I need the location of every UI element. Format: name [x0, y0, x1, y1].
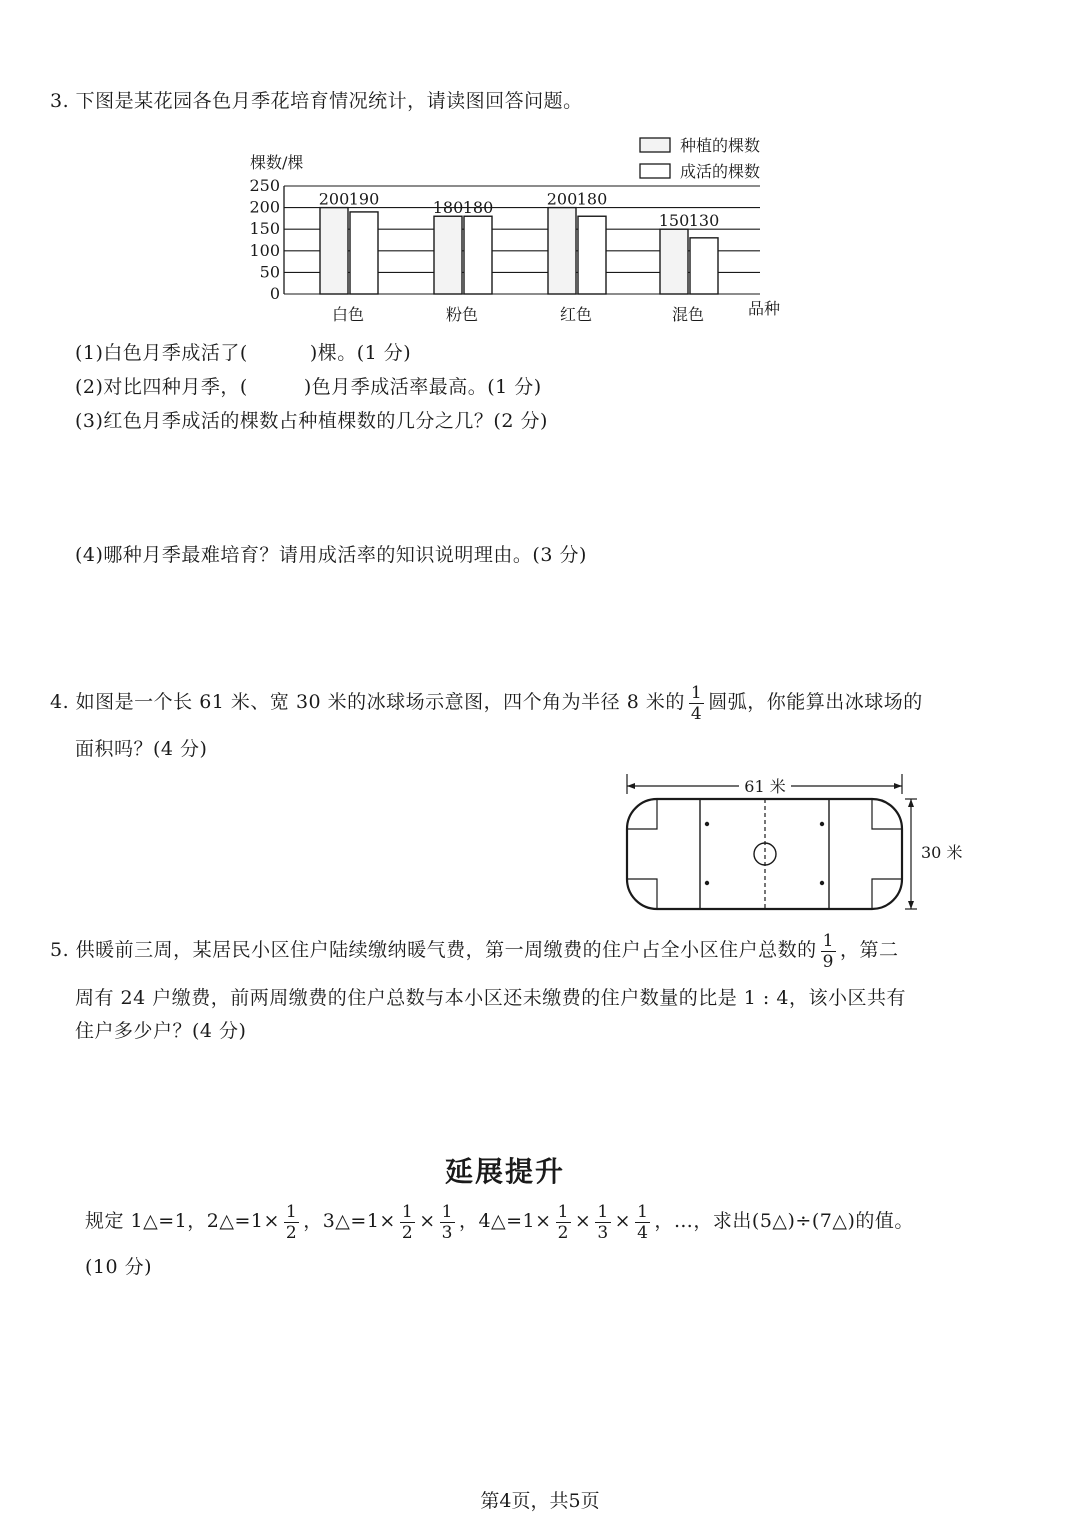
ext-part-4: ，4△=1× — [458, 1210, 552, 1232]
y-tick-label: 200 — [249, 197, 280, 217]
bar-survived — [464, 216, 492, 294]
legend-label: 成活的棵数 — [680, 162, 761, 181]
q4-stem-before: 4. 如图是一个长 61 米、宽 30 米的冰球场示意图，四个角为半径 8 米的 — [50, 691, 685, 713]
ext-frac-1-2 — [284, 1202, 299, 1243]
ext-den: 2 — [285, 1222, 298, 1243]
y-tick-label: 250 — [249, 176, 280, 195]
y-tick-label: 50 — [259, 262, 280, 282]
extension-points: (10 分) — [85, 1256, 153, 1278]
q3-sub2 — [75, 374, 542, 400]
x-category-label: 混色 — [671, 305, 705, 324]
rink-length-label: 61 米 — [744, 777, 786, 796]
ext-part-6: × — [614, 1210, 632, 1232]
extension-title: 延展提升 — [444, 1155, 565, 1188]
ext-frac-1-2 — [400, 1202, 415, 1243]
bar-planted — [548, 208, 576, 294]
x-category-label: 红色 — [559, 305, 593, 324]
ext-frac-1-4 — [635, 1202, 650, 1243]
bar-planted — [320, 208, 348, 294]
ext-num: 1 — [637, 1201, 649, 1222]
ext-den: 2 — [557, 1222, 569, 1243]
bar-survived — [350, 212, 378, 294]
q5-line1 — [50, 924, 899, 976]
bar-survived — [578, 216, 606, 294]
data-label: 150 — [658, 211, 690, 231]
ext-den: 4 — [637, 1222, 649, 1243]
data-label: 200 — [546, 189, 578, 209]
q3-sub1-after: )棵。(1 分) — [309, 342, 412, 364]
legend-label: 种植的棵数 — [680, 136, 761, 155]
q5-frac-den: 9 — [822, 951, 834, 972]
q4-stem — [50, 676, 923, 728]
q3-sub1-before: (1)白色月季成活了( — [75, 342, 248, 364]
y-tick-label: 0 — [269, 284, 280, 303]
rink-width-label: 30 米 — [921, 843, 963, 862]
ext-frac-1-3 — [440, 1202, 455, 1243]
page-footer: 第4页，共5页 — [480, 1490, 600, 1512]
ext-part-5: × — [574, 1210, 592, 1232]
ext-num: 1 — [441, 1201, 453, 1222]
q5-line2: 周有 24 户缴费，前两周缴费的住户总数与本小区还未缴费的住户数量的比是 1 : 4，该小区共有 — [75, 987, 906, 1009]
q3-stem: 3. 下图是某花园各色月季花培育情况统计，请读图回答问题。 — [50, 90, 583, 112]
data-label: 200 — [318, 189, 350, 209]
ext-frac-1-2 — [556, 1202, 571, 1243]
q4-fraction — [689, 683, 704, 724]
legend-swatch — [640, 164, 670, 178]
y-tick-label: 100 — [249, 240, 280, 260]
x-category-label: 粉色 — [445, 305, 479, 324]
q5-line1-before: 5. 供暖前三周，某居民小区住户陆续缴纳暖气费，第一周缴费的住户占全小区住户总数的 — [50, 939, 817, 961]
q3-sub4: (4)哪种月季最难培育？请用成活率的知识说明理由。(3 分) — [75, 544, 587, 566]
extension-problem — [85, 1194, 914, 1248]
q4-stem-after: 圆弧，你能算出冰球场的 — [708, 691, 923, 713]
ext-part-2: ，3△=1× — [303, 1210, 396, 1232]
ext-den: 2 — [401, 1222, 414, 1243]
ext-num: 1 — [285, 1201, 298, 1222]
ext-num: 1 — [401, 1201, 414, 1222]
legend-swatch — [640, 138, 670, 152]
q5-line1-after: ，第二 — [840, 939, 899, 961]
q4-frac-den: 4 — [690, 703, 703, 724]
bar-planted — [434, 216, 462, 294]
data-label: 190 — [348, 189, 380, 209]
q4-stem-line2: 面积吗？(4 分) — [75, 738, 208, 760]
ext-num: 1 — [557, 1201, 569, 1222]
q3-sub3: (3)红色月季成活的棵数占种植棵数的几分之几？(2 分) — [75, 410, 548, 432]
ext-frac-1-3 — [595, 1202, 610, 1243]
q3-sub1 — [75, 340, 411, 366]
y-tick-label: 150 — [249, 219, 280, 239]
ext-part-3: × — [419, 1210, 436, 1232]
y-axis-label: 棵数/棵 — [250, 153, 304, 172]
ext-part-7: ，…，求出(5△)÷(7△)的值。 — [654, 1210, 914, 1232]
data-label: 130 — [688, 211, 720, 231]
q3-sub2-before: (2)对比四种月季，( — [75, 376, 248, 398]
bar-chart — [240, 128, 800, 328]
ext-den: 3 — [441, 1222, 453, 1243]
q5-line3: 住户多少户？(4 分) — [75, 1020, 247, 1042]
ice-rink-diagram — [615, 768, 975, 918]
q5-frac-num: 1 — [822, 930, 834, 951]
ext-den: 3 — [597, 1222, 609, 1243]
ext-part-1: 规定 1△=1，2△=1× — [85, 1210, 280, 1232]
x-axis-label: 品种 — [748, 299, 781, 318]
ext-num: 1 — [597, 1201, 609, 1222]
data-label: 180 — [432, 198, 464, 218]
bar-survived — [690, 238, 718, 294]
q3-sub2-after: )色月季成活率最高。(1 分) — [303, 376, 542, 398]
bar-planted — [660, 229, 688, 294]
data-label: 180 — [462, 198, 494, 218]
x-category-label: 白色 — [331, 305, 365, 324]
q5-fraction — [821, 931, 836, 972]
data-label: 180 — [576, 189, 608, 209]
q4-frac-num: 1 — [690, 682, 703, 703]
